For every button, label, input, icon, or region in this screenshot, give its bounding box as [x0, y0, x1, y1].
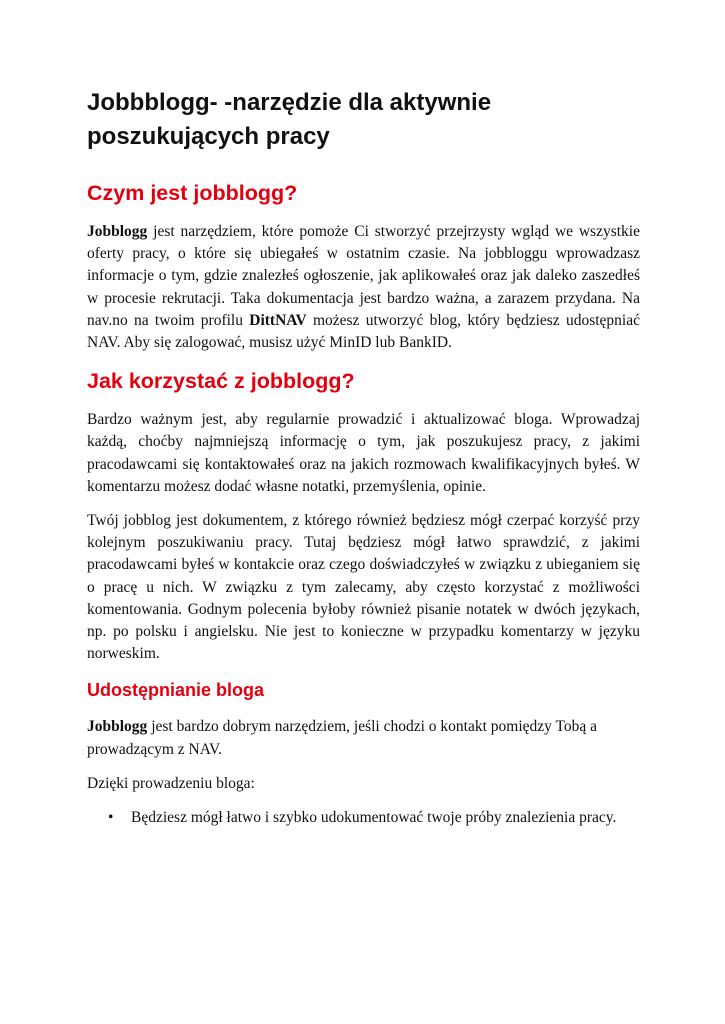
- paragraph-text: jest bardzo dobrym narzędziem, jeśli chodzi o kontakt pomiędzy Tobą a prowadzącym z NAV.: [87, 718, 598, 758]
- paragraph-how-to-use-2: Twój jobblog jest dokumentem, z którego również będziesz mógł czerpać korzyść przy kolejnym poszukiwaniu pracy. Tutaj będziesz mógł łatwo sprawdzić, z jakimi pracodawcami byłeś w kontakcie oraz czego doświadczyłeś w związku z ubieganiem się o pracę u nich. W związku z tym zalecamy, aby często korzystać z możliwości komentowania. Godnym polecenia byłoby również pisanie notatek w dwóch językach, np. po polsku i angielsku. Nie jest to konieczne w przypadku komentarzy w języku norweskim.: [87, 512, 640, 663]
- document-title: Jobbblogg- -narzędzie dla aktywnie poszukujących pracy: [87, 89, 492, 150]
- paragraph-sharing-1: [87, 716, 640, 760]
- section-heading-what-is: Czym jest jobblogg?: [87, 181, 298, 205]
- list-item: [108, 807, 640, 829]
- paragraph-how-to-use-1: Bardzo ważnym jest, aby regularnie prowadzić i aktualizować bloga. Wprowadzaj każdą, choćby najmniejszą informację o tym, jak poszukujesz pracy, z jakimi pracodawcami się kontaktowałeś oraz na jakich rozmowach kwalifikacyjnych byłeś. W komentarzu możesz dodać własne notatki, przemyślenia, opinie.: [87, 411, 640, 495]
- list-item-text: Będziesz mógł łatwo i szybko udokumentować twoje próby znalezienia pracy.: [131, 809, 617, 827]
- bold-jobblogg: Jobblogg: [87, 718, 148, 736]
- bold-jobblogg: Jobblogg: [87, 223, 148, 240]
- bullet-icon: •: [108, 809, 114, 827]
- paragraph-text: możesz utworzyć blog, który będziesz udostępniać NAV. Aby się zalogować, musisz użyć MinID lub BankID.: [87, 311, 640, 352]
- paragraph-what-is: [87, 221, 640, 354]
- document-page: [87, 86, 640, 829]
- paragraph-sharing-2: Dzięki prowadzeniu bloga:: [87, 774, 255, 792]
- bold-dittnav: DittNAV: [249, 311, 307, 329]
- paragraph-text: jest narzędziem, które pomoże Ci stworzyć przejrzysty wgląd we wszystkie oferty pracy, o które się ubiegałeś w ostatnim czasie. Na jobbloggu wprowadzasz informacje o tym, gdzie znalezłeś ogłoszenie, jak aplikowałeś oraz jak daleko zaszedłeś w procesie rekrutacji. Taka dokumentacja jest bardzo ważna, a zarazem przydana. Na nav.no na twoim profilu: [87, 223, 640, 329]
- benefits-list: [87, 807, 640, 829]
- section-heading-sharing: Udostępnianie bloga: [87, 680, 265, 701]
- section-heading-how-to-use: Jak korzystać z jobblogg?: [87, 369, 355, 394]
